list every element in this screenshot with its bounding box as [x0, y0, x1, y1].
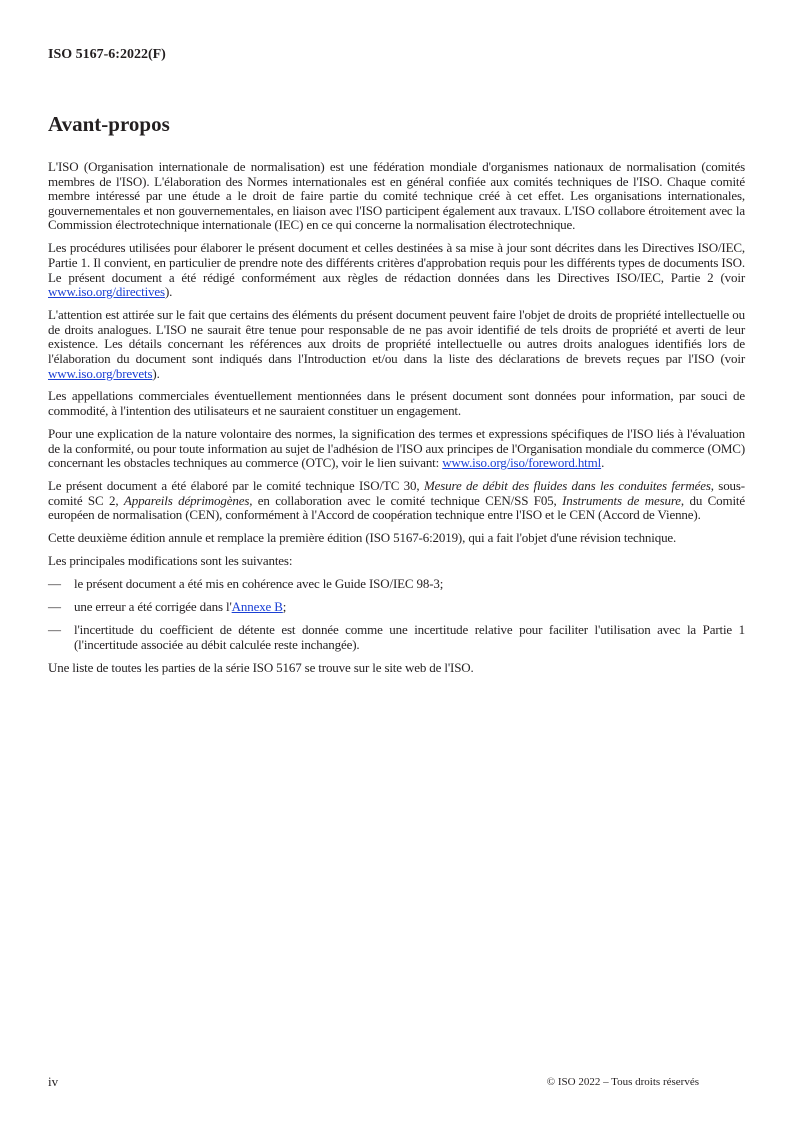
paragraph-patents: [48, 308, 745, 381]
list-item-text: l'incertitude du coefficient de détente est donnée comme une incertitude relative pour faciliter l'utilisation avec la Partie 1 (l'incertitude associée au débit calculée reste inchangée).: [74, 622, 745, 652]
paragraph-changes-intro: Les principales modifications sont les suivantes:: [48, 553, 293, 569]
text: en collaboration avec le comité technique CEN/SS F05,: [252, 492, 563, 508]
list-item: [48, 577, 745, 592]
paragraph-iso-intro: L'ISO (Organisation internationale de normalisation) est une fédération mondiale d'organismes nationaux de normalisation (comités membres de l'ISO). L'élaboration des Normes internationales est en général confiée aux comités techniques de l'ISO. Chaque comité membre intéressé par une étude a le droit de faire partie du comité technique créé à cet effet. Les organisations internationales, gouvernementales et non gouvernementales, en liaison avec l'ISO participent également aux travaux. L'ISO collabore étroitement avec la Commission électrotechnique internationale (IEC) en ce qui concerne la normalisation électrotechnique.: [48, 159, 745, 233]
text: Les procédures utilisées pour élaborer le présent document et celles destinées à sa mise à jour sont décrites dans les Directives ISO/IEC, Partie 1. Il convient, en particulier de prendre note des différents critères d'approbation requis pour les différents types de documents ISO. Le présent document a été rédigé conformément aux règles de rédaction données dans les Directives ISO/IEC, Partie 2 (voir: [48, 240, 745, 285]
list-item-text: [74, 600, 745, 615]
page-number: iv: [48, 1074, 59, 1089]
text: une erreur a été corrigée dans l': [74, 599, 232, 615]
text: Le présent document a été élaboré par le comité technique ISO/TC 30,: [48, 478, 424, 494]
link-annexe-b[interactable]: Annexe B: [231, 599, 283, 615]
list-item: [48, 600, 745, 615]
document-id-header: ISO 5167-6:2022(F): [48, 47, 166, 62]
text: ).: [164, 284, 173, 300]
list-item: [48, 623, 745, 652]
paragraph-committee: [48, 479, 745, 523]
text: Pour une explication de la nature volontaire des normes, la signification des termes et expressions spécifiques de l'ISO liés à l'évaluation de la conformité, ou pour toute information au sujet de l'adhésion de l'ISO aux principes de l'Organisation mondiale du commerce (OMC) concernant les obstacles techniques au commerce (OTC), voir le lien suivant:: [48, 426, 745, 471]
paragraph-series-list: Une liste de toutes les parties de la série ISO 5167 se trouve sur le site web de l'ISO.: [48, 659, 474, 675]
text: L'attention est attirée sur le fait que certains des éléments du présent document peuvent faire l'objet de droits de propriété intellectuelle ou de droits analogues. L'ISO ne saurait être tenue pour responsable de ne pas avoir identifié de tels droits de propriété et averti de leur existence. Les détails concernant les références aux droits de propriété intellectuelle ou autres droits analogues identifiés lors de l'élaboration du document sont indiqués dans l'Introduction et/ou dans la liste des déclarations de brevets reçues par l'ISO (voir: [48, 307, 745, 366]
foreword-body: [48, 160, 745, 684]
link-brevets[interactable]: www.iso.org/brevets: [48, 365, 153, 381]
paragraph-trade-names: Les appellations commerciales éventuellement mentionnées dans le présent document sont données pour information, par souci de commodité, à l'intention des utilisateurs et ne sauraient constituer un engagement.: [48, 388, 745, 419]
dash-bullet: —: [48, 599, 61, 615]
dash-bullet: —: [48, 576, 61, 592]
link-foreword[interactable]: www.iso.org/iso/foreword.html: [442, 455, 602, 471]
link-directives[interactable]: www.iso.org/directives: [48, 284, 165, 300]
paragraph-procedures: [48, 241, 745, 299]
page-title: Avant-propos: [48, 112, 170, 136]
subcommittee-title: Appareils déprimogènes,: [123, 492, 253, 508]
dash-bullet: —: [48, 622, 61, 638]
cen-committee-title: Instruments de mesure: [562, 492, 681, 508]
text: ;: [282, 599, 287, 615]
paragraph-edition: Cette deuxième édition annule et remplace la première édition (ISO 5167-6:2019), qui a fait l'objet d'une révision technique.: [48, 530, 677, 546]
list-item-text: le présent document a été mis en cohérence avec le Guide ISO/IEC 98-3;: [74, 576, 444, 592]
text: .: [601, 455, 605, 471]
text: , du Comité européen de normalisation (CEN), conformément à l'Accord de coopération technique entre l'ISO et le CEN (Accord de Vienne).: [48, 492, 746, 523]
paragraph-voluntary-nature: [48, 427, 745, 471]
committee-title: Mesure de débit des fluides dans les conduites fermées: [423, 478, 711, 494]
text: ).: [152, 365, 160, 381]
text: , sous-comité SC 2,: [48, 478, 745, 508]
copyright-notice: © ISO 2022 – Tous droits réservés: [546, 1076, 699, 1088]
